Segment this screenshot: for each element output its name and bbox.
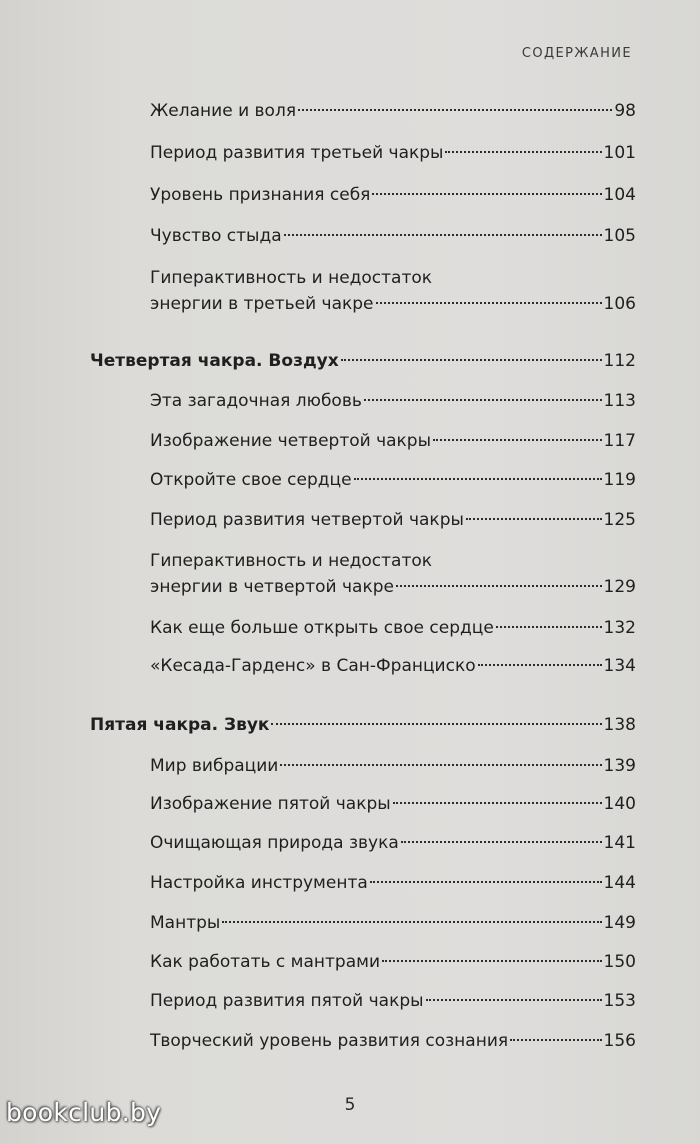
toc-entry-title: Чувство стыда bbox=[150, 226, 282, 246]
toc-entry-page: 150 bbox=[603, 952, 636, 972]
toc-entry-page: 106 bbox=[603, 294, 636, 314]
toc-row bbox=[150, 786, 636, 822]
toc-row bbox=[150, 135, 636, 171]
toc-entry-page: 119 bbox=[603, 470, 636, 490]
toc-entry-page: 101 bbox=[603, 143, 636, 163]
toc-chapter-title: Пятая чакра. Звук bbox=[90, 715, 270, 735]
toc-row bbox=[150, 218, 636, 254]
toc-row bbox=[90, 707, 636, 743]
toc-entry-title: Период развития третьей чакры bbox=[150, 143, 444, 163]
dot-leader bbox=[393, 802, 602, 804]
toc-chapter-page: 112 bbox=[603, 351, 636, 371]
dot-leader bbox=[478, 664, 602, 666]
toc-row bbox=[150, 462, 636, 498]
dot-leader bbox=[370, 881, 602, 883]
toc-row bbox=[150, 423, 636, 459]
dot-leader bbox=[341, 359, 602, 361]
dot-leader bbox=[298, 109, 612, 111]
toc-entry-title: Творческий уровень развития сознания bbox=[150, 1031, 509, 1051]
toc-entry-page: 117 bbox=[603, 431, 636, 451]
running-header: СОДЕРЖАНИЕ bbox=[521, 46, 632, 61]
toc-entry-title: Период развития пятой чакры bbox=[150, 991, 424, 1011]
toc-entry-title: Период развития четвертой чакры bbox=[150, 510, 464, 530]
dot-leader bbox=[222, 921, 601, 923]
toc-entry-page: 153 bbox=[603, 991, 636, 1011]
toc-row bbox=[150, 286, 636, 322]
toc-entry-title: Мантры bbox=[150, 913, 221, 933]
toc-entry-title: Желание и воля bbox=[150, 101, 297, 121]
toc-row bbox=[90, 343, 636, 379]
toc-entry-page: 132 bbox=[603, 618, 636, 638]
dot-leader bbox=[433, 439, 602, 441]
dot-leader bbox=[280, 764, 601, 766]
dot-leader bbox=[466, 518, 602, 520]
toc-row bbox=[150, 905, 636, 941]
dot-leader bbox=[372, 193, 601, 195]
toc-row bbox=[150, 610, 636, 646]
toc-row bbox=[150, 383, 636, 419]
toc-entry-title: Изображение четвертой чакры bbox=[150, 431, 432, 451]
toc-row bbox=[150, 177, 636, 213]
toc-entry-page: 129 bbox=[603, 577, 636, 597]
dot-leader bbox=[445, 151, 601, 153]
watermark-logo: bookclub.by bbox=[6, 1098, 162, 1127]
toc-entry-title: Изображение пятой чакры bbox=[150, 794, 391, 814]
toc-entry-page: 144 bbox=[603, 873, 636, 893]
toc-entry-page: 134 bbox=[603, 656, 636, 676]
dot-leader bbox=[271, 723, 601, 725]
toc-row bbox=[150, 502, 636, 538]
toc-row bbox=[150, 865, 636, 901]
toc-row bbox=[150, 1023, 636, 1059]
dot-leader bbox=[284, 234, 602, 236]
dot-leader bbox=[401, 841, 602, 843]
dot-leader bbox=[382, 960, 602, 962]
dot-leader bbox=[396, 585, 602, 587]
toc-entry-title: Очищающая природа звука bbox=[150, 833, 399, 853]
dot-leader bbox=[354, 478, 602, 480]
toc-entry-page: 139 bbox=[603, 756, 636, 776]
dot-leader bbox=[510, 1039, 601, 1041]
toc-entry-page: 98 bbox=[614, 101, 636, 121]
toc-entry-title: Откройте свое сердце bbox=[150, 470, 352, 490]
toc-entry-page: 105 bbox=[603, 226, 636, 246]
toc-entry-page: 104 bbox=[603, 185, 636, 205]
toc-entry-title: «Кесада-Гарденс» в Сан-Франциско bbox=[150, 656, 476, 676]
toc-row bbox=[150, 748, 636, 784]
toc-entry-title: Уровень признания себя bbox=[150, 185, 371, 205]
toc-chapter-title: Четвертая чакра. Воздух bbox=[90, 351, 339, 371]
toc-entry-title: Настройка инструмента bbox=[150, 873, 368, 893]
dot-leader bbox=[496, 626, 602, 628]
toc-entry-page: 149 bbox=[603, 913, 636, 933]
toc-entry-title-line1: Гиперактивность и недостаток bbox=[150, 551, 433, 571]
toc-row bbox=[150, 648, 636, 684]
toc-entry-title: Эта загадочная любовь bbox=[150, 391, 362, 411]
toc-row bbox=[150, 944, 636, 980]
toc-entry-title-line1: Гиперактивность и недостаток bbox=[150, 268, 433, 288]
toc-entry-page: 156 bbox=[603, 1031, 636, 1051]
toc-row bbox=[150, 825, 636, 861]
dot-leader bbox=[364, 399, 602, 401]
toc-entry-title: Как работать с мантрами bbox=[150, 952, 380, 972]
toc-row bbox=[150, 983, 636, 1019]
toc-row bbox=[150, 93, 636, 129]
toc-entry-title: Как еще больше открыть свое сердце bbox=[150, 618, 494, 638]
toc-entry-title: энергии в третьей чакре bbox=[150, 294, 374, 314]
dot-leader bbox=[426, 999, 602, 1001]
toc-entry-page: 125 bbox=[603, 510, 636, 530]
toc-entry-page: 140 bbox=[603, 794, 636, 814]
toc-row bbox=[150, 569, 636, 605]
toc-entry-title: Мир вибрации bbox=[150, 756, 279, 776]
dot-leader bbox=[376, 302, 602, 304]
page-number: 5 bbox=[344, 1095, 356, 1115]
toc-chapter-page: 138 bbox=[603, 715, 636, 735]
toc-entry-page: 113 bbox=[603, 391, 636, 411]
toc-entry-page: 141 bbox=[603, 833, 636, 853]
toc-entry-title: энергии в четвертой чакре bbox=[150, 577, 394, 597]
